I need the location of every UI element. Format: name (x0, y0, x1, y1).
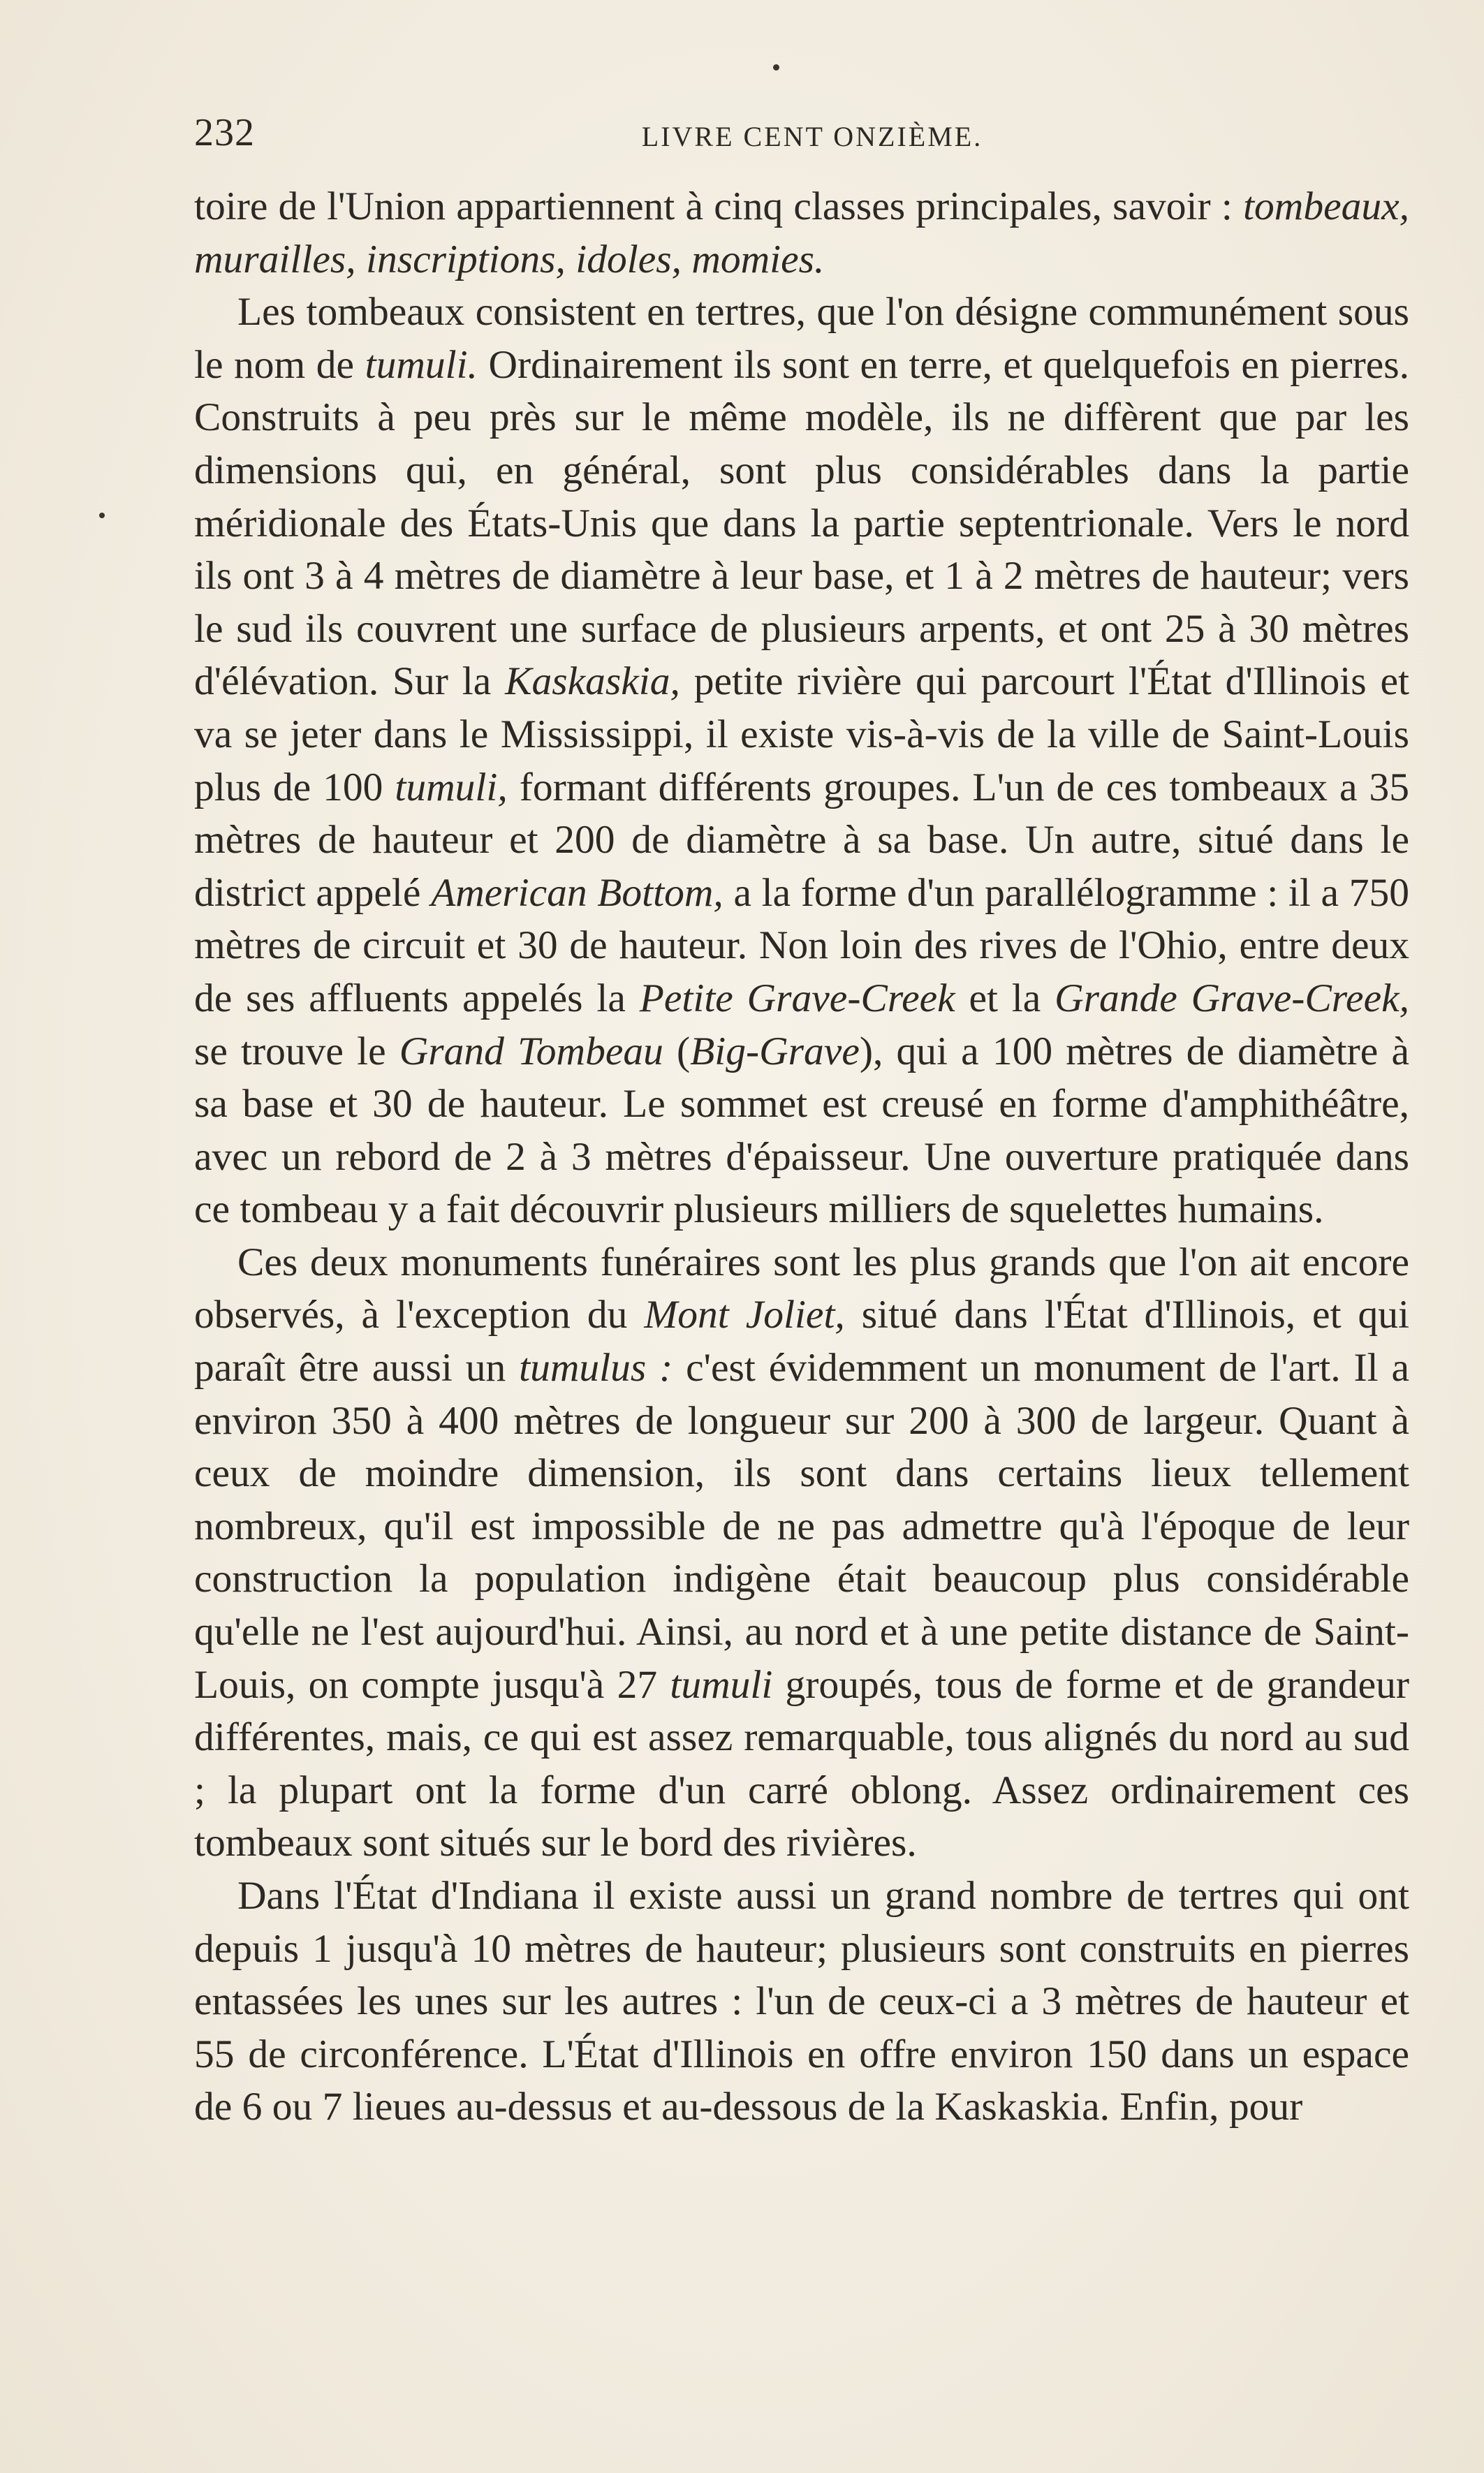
italic-run: tombeaux, murailles, inscriptions, idoles, momies. (194, 184, 1409, 281)
text-run: ( (663, 1029, 691, 1073)
text-run: a la forme d'un parallélogramme : il a 750 mètres de circuit et 30 de hauteur. Non loin des rives de l'Ohio, entre deux de ses affluents appelés la (194, 870, 1409, 1020)
text-run: c'est évidemment un monument de l'art. Il a environ 350 à 400 mètres de longueur sur 200 à 300 de largeur. Quant à ceux de moindre dimension, ils sont dans certains lieux tellement nombreux, qu'il est impossible de ne pas admettre qu'à l'époque de leur construction la population indigène était beaucoup plus considérable qu'elle ne l'est aujourd'hui. Ainsi, au nord et à une petite distance de Saint-Louis, on compte jusqu'à 27 (194, 1346, 1409, 1707)
text-run: ), qui a 100 mètres de diamètre à sa base et 30 de hauteur. Le sommet est creusé en forme d'amphithéâtre, avec un rebord de 2 à 3 mètres d'épaisseur. Une ouverture pratiquée dans ce tombeau y a fait découvrir plusieurs milliers de squelettes humains. (194, 1029, 1409, 1232)
italic-run: Kaskaskia, (505, 659, 680, 704)
italic-run: Grande Grave-Creek, (1055, 976, 1409, 1020)
page-number: 232 (194, 111, 255, 154)
text-run: groupés, tous de forme et de grandeur différentes, mais, ce qui est assez remarquable, tous alignés du nord au sud ; la plupart ont la forme d'un carré oblong. Assez ordinairement ces tombeaux sont situés sur le bord des rivières. (194, 1662, 1409, 1865)
paragraph-3 (194, 1236, 1409, 1870)
paragraph-2 (194, 286, 1409, 1236)
italic-run: American Bottom, (431, 870, 723, 915)
italic-run: Grand Tombeau (399, 1029, 663, 1073)
paragraph-1 (194, 180, 1409, 286)
print-speck (99, 513, 105, 518)
print-speck (773, 64, 779, 71)
italic-run: tumuli, (395, 765, 508, 809)
text-run: et la (955, 976, 1055, 1020)
body-text (194, 180, 1409, 2134)
text-run: Ces deux monuments funéraires sont les plus grands que l'on ait encore observés, à l'exception du (194, 1240, 1409, 1337)
page-header (194, 110, 1430, 159)
text-run: toire de l'Union appartiennent à cinq classes principales, savoir : (194, 184, 1244, 228)
italic-run: Mont Joliet, (644, 1293, 845, 1337)
italic-run: Petite Grave-Creek (639, 976, 955, 1020)
text-run: petite rivière qui parcourt l'État d'Illinois et va se jeter dans le Mississippi, il existe vis-à-vis de la ville de Saint-Louis plus de 100 (194, 659, 1409, 809)
text-run: Ordinairement ils sont en terre, et quelquefois en pierres. Construits à peu près sur le même modèle, ils ne diffèrent que par les dimensions qui, en général, sont plus considérables dans la partie méridionale des États-Unis que dans la partie septentrionale. Vers le nord ils ont 3 à 4 mètres de diamètre à leur base, et 1 à 2 mètres de hauteur; vers le sud ils couvrent une surface de plusieurs arpents, et ont 25 à 30 mètres d'élévation. Sur la (194, 342, 1409, 704)
text-run: Les tombeaux consistent en tertres, que l'on désigne communément sous le nom de (194, 290, 1409, 387)
italic-run: tumuli (670, 1662, 773, 1707)
text-run: Dans l'État d'Indiana il existe aussi un grand nombre de tertres qui ont depuis 1 jusqu'à 10 mètres de hauteur; plusieurs sont construits en pierres entassées les unes sur les autres : l'un de ceux-ci a 3 mètres de hauteur et 55 de circonférence. L'État d'Illinois en offre environ 150 dans un espace de 6 ou 7 lieues au-dessus et au-dessous de la Kaskaskia. Enfin, pour (194, 1874, 1409, 2129)
italic-run: Big-Grave (690, 1029, 860, 1073)
text-run: formant différents groupes. L'un de ces tombeaux a 35 mètres de hauteur et 200 de diamètre à sa base. Un autre, situé dans le district appelé (194, 765, 1410, 915)
paragraph-4 (194, 1870, 1409, 2134)
running-head: LIVRE CENT ONZIÈME. (641, 121, 983, 152)
italic-run: tumulus : (519, 1346, 673, 1390)
text-run: situé dans l'État d'Illinois, et qui paraît être aussi un (194, 1293, 1409, 1390)
text-run: se trouve le (194, 1029, 399, 1073)
italic-run: tumuli. (365, 342, 478, 387)
